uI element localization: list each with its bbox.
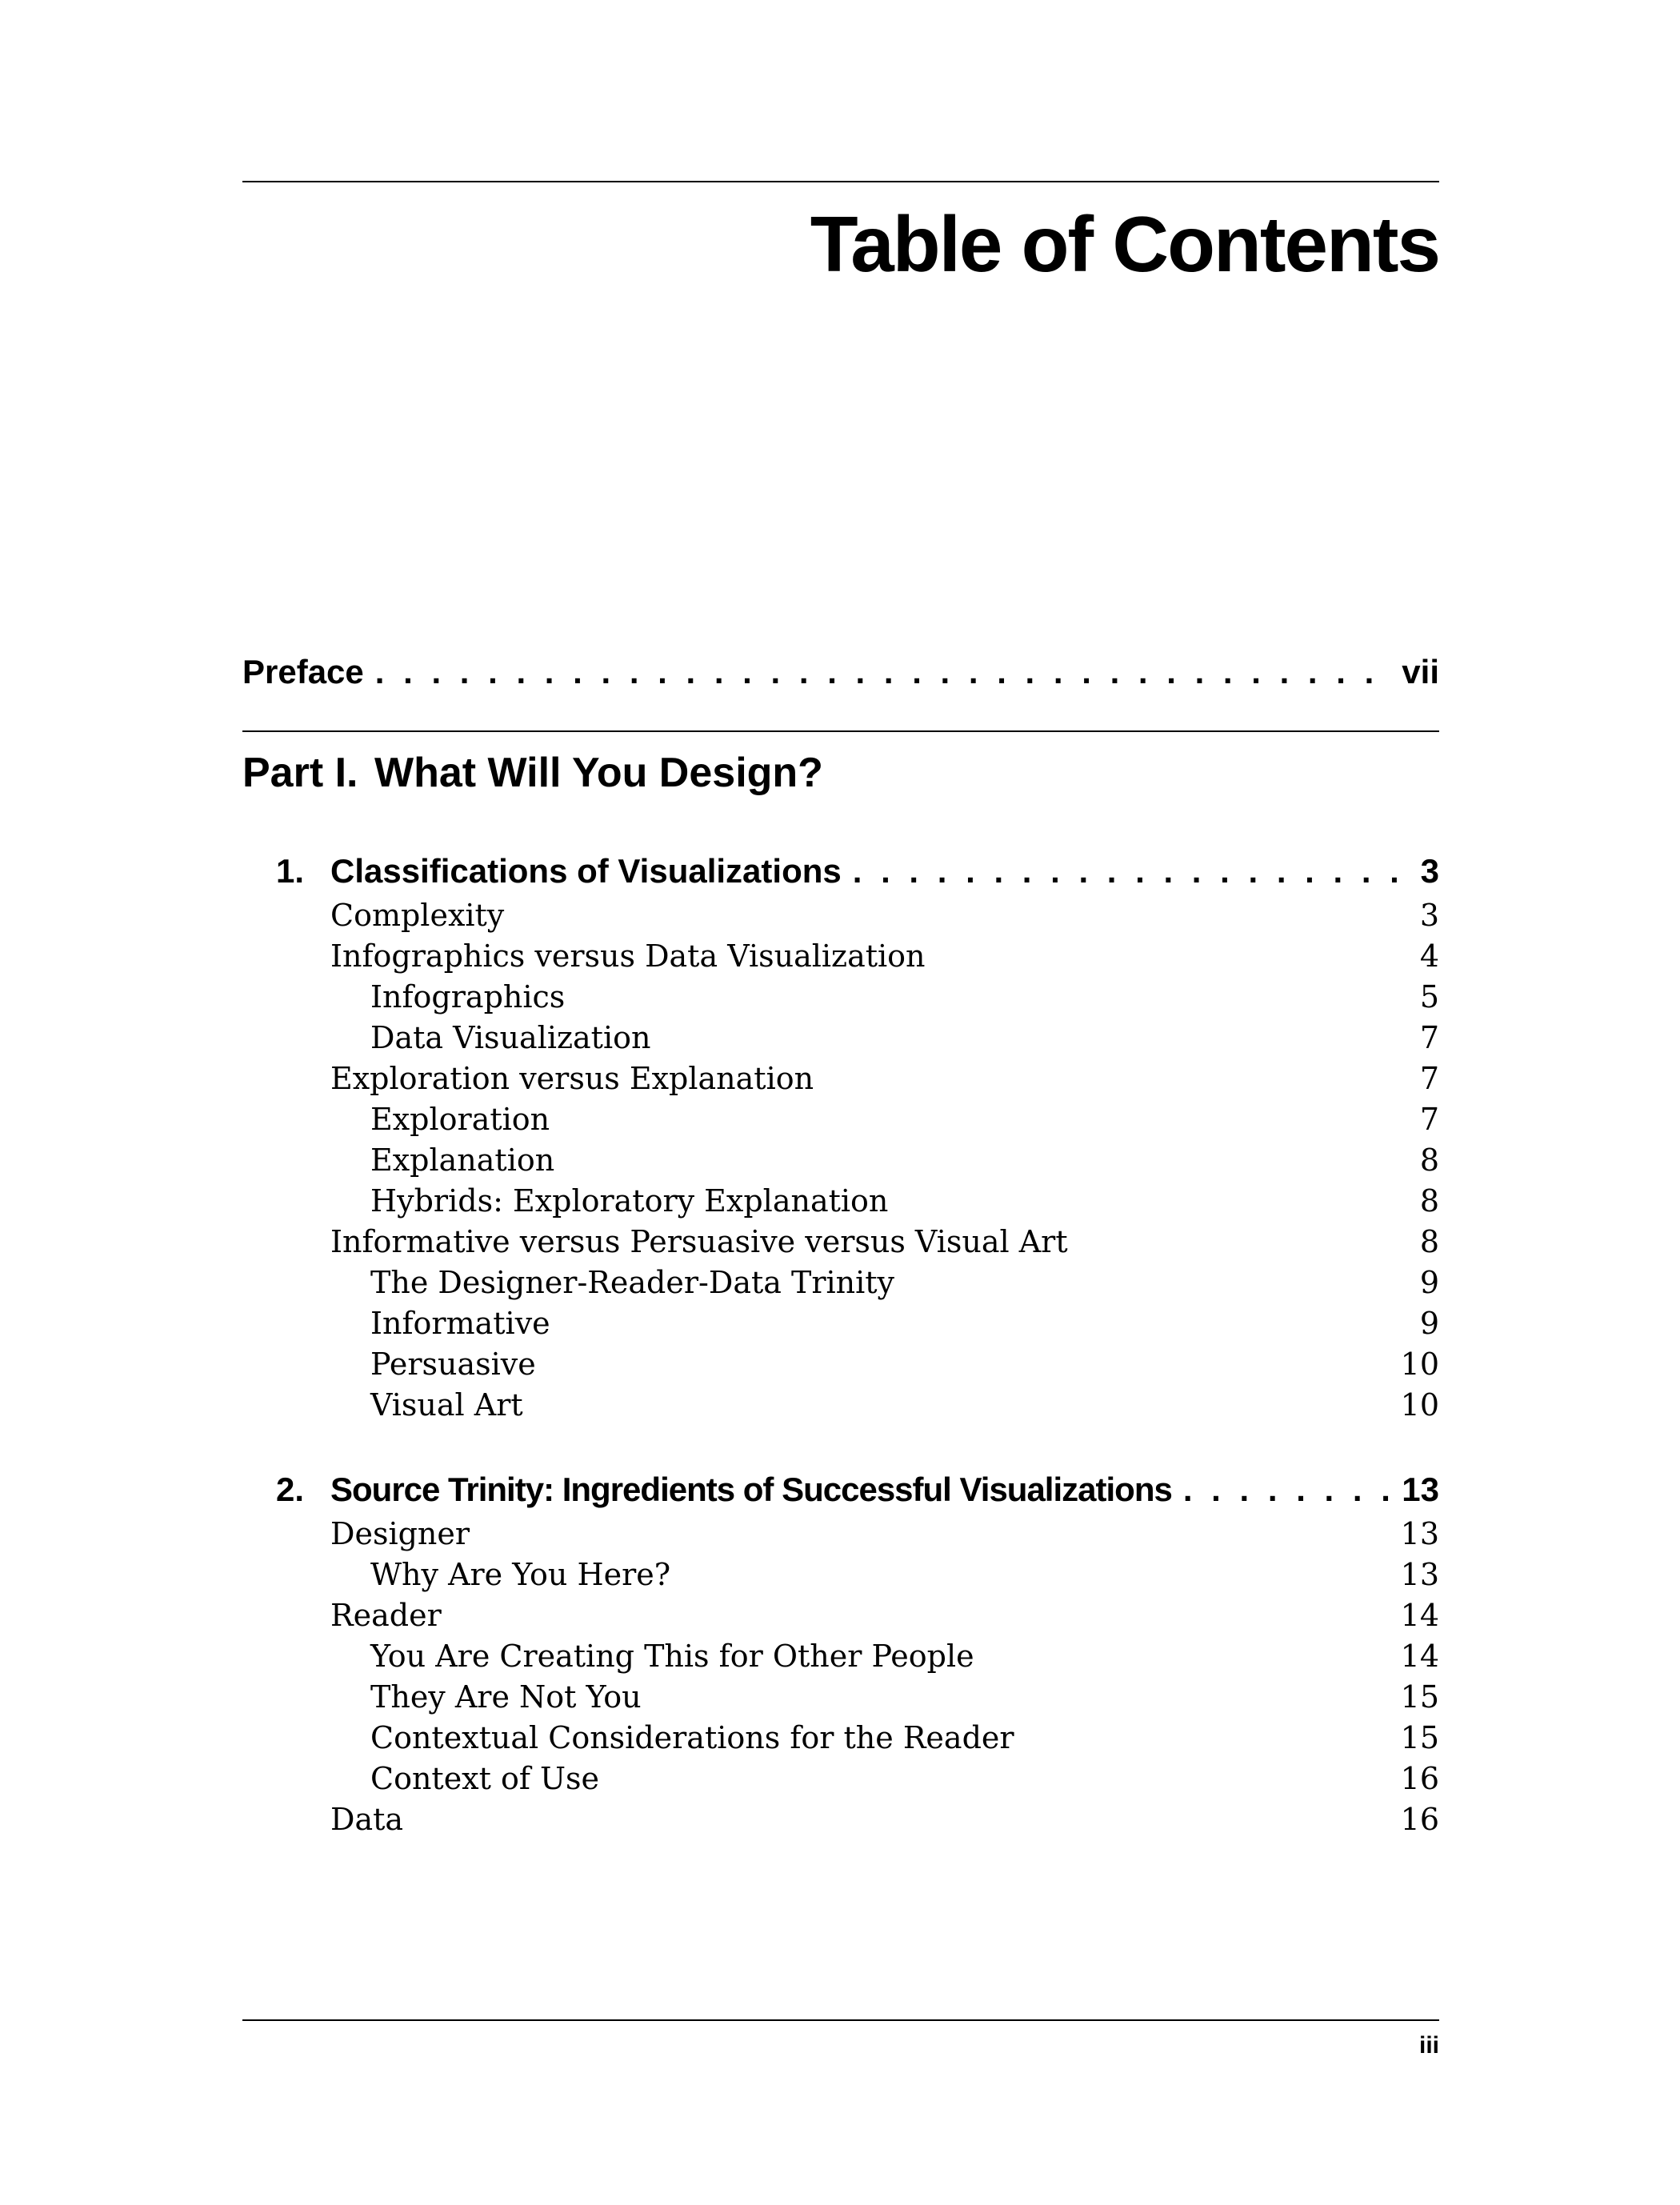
toc-entry[interactable] [242, 1513, 1439, 1554]
toc-preface-entry[interactable] [242, 650, 1439, 694]
page-number: iii [1418, 2032, 1439, 2059]
toc-entry[interactable] [242, 976, 1439, 1017]
entry-label: Data [330, 1801, 404, 1837]
chapter-title: Classifications of Visualizations [330, 852, 842, 890]
entry-label: Reader [330, 1597, 442, 1633]
chapter-page: 13 [1402, 1471, 1439, 1508]
entry-page: 7 [1419, 1060, 1439, 1096]
entry-label: You Are Creating This for Other People [370, 1638, 974, 1674]
entry-page: 13 [1400, 1556, 1439, 1592]
toc-entry[interactable] [242, 1017, 1439, 1058]
toc-entry[interactable] [242, 1799, 1439, 1839]
entry-label: Informative versus Persuasive versus Visual Art [330, 1223, 1068, 1259]
entry-label: Context of Use [370, 1760, 600, 1796]
chapter-title: Source Trinity: Ingredients of Successful Visualizations [330, 1471, 1172, 1508]
chapter-number: 2. [276, 1471, 305, 1508]
entry-page: 5 [1419, 978, 1439, 1014]
chapter-page: 3 [1420, 852, 1439, 890]
dot-leader [853, 852, 1410, 890]
part-rule [242, 730, 1439, 732]
toc-entry[interactable] [242, 1554, 1439, 1595]
part-title: What Will You Design? [374, 750, 823, 796]
entry-page: 14 [1400, 1638, 1439, 1674]
entry-label: Exploration versus Explanation [330, 1060, 814, 1096]
toc-entry[interactable] [242, 894, 1439, 935]
toc-entry[interactable] [242, 1343, 1439, 1384]
toc-entry[interactable] [242, 1180, 1439, 1221]
toc-entry[interactable] [242, 1139, 1439, 1180]
toc-entry[interactable] [242, 1595, 1439, 1635]
toc-entry[interactable] [242, 1098, 1439, 1139]
toc-entry[interactable] [242, 935, 1439, 976]
toc-entry[interactable] [242, 1058, 1439, 1098]
toc-chapter-1[interactable] [242, 849, 1439, 894]
chapter-number: 1. [276, 852, 305, 890]
entry-label: Why Are You Here? [370, 1556, 671, 1592]
dot-leader [375, 653, 1391, 691]
entry-label: Exploration [370, 1101, 550, 1137]
entry-label: Explanation [370, 1142, 555, 1178]
chapter-2-entries [242, 1513, 1439, 1839]
toc-entry[interactable] [242, 1676, 1439, 1717]
entry-label: Data Visualization [370, 1019, 651, 1055]
toc-entry[interactable] [242, 1221, 1439, 1262]
entry-label: Persuasive [370, 1346, 536, 1382]
toc-entry[interactable] [242, 1717, 1439, 1758]
entry-page: 15 [1400, 1679, 1439, 1715]
entry-page: 8 [1419, 1223, 1439, 1259]
entry-page: 7 [1419, 1101, 1439, 1137]
entry-page: 8 [1419, 1183, 1439, 1219]
entry-label: Infographics versus Data Visualization [330, 938, 926, 974]
entry-label: Visual Art [370, 1387, 523, 1423]
entry-page: 10 [1400, 1346, 1439, 1382]
entry-page: 16 [1400, 1801, 1439, 1837]
toc-entry[interactable] [242, 1635, 1439, 1676]
entry-label: Designer [330, 1515, 470, 1551]
toc-entry[interactable] [242, 1384, 1439, 1425]
entry-page: 7 [1419, 1019, 1439, 1055]
entry-page: 10 [1400, 1387, 1439, 1423]
toc-chapter-2[interactable] [242, 1467, 1439, 1512]
entry-label: They Are Not You [370, 1679, 642, 1715]
toc-entry[interactable] [242, 1303, 1439, 1343]
toc-entry[interactable] [242, 1758, 1439, 1799]
part-label: Part I. [242, 750, 358, 796]
top-rule [242, 181, 1439, 182]
entry-label: Informative [370, 1305, 550, 1341]
entry-page: 16 [1400, 1760, 1439, 1796]
chapter-1-entries [242, 894, 1439, 1425]
entry-page: 3 [1419, 897, 1439, 933]
part-heading [242, 746, 823, 800]
dot-leader [1183, 1471, 1390, 1509]
entry-page: 15 [1400, 1719, 1439, 1755]
toc-entry[interactable] [242, 1262, 1439, 1303]
entry-page: 13 [1400, 1515, 1439, 1551]
entry-page: 9 [1419, 1264, 1439, 1300]
entry-page: 8 [1419, 1142, 1439, 1178]
entry-page: 9 [1419, 1305, 1439, 1341]
footer-rule [242, 2019, 1439, 2021]
entry-page: 4 [1419, 938, 1439, 974]
entry-page: 14 [1400, 1597, 1439, 1633]
entry-label: The Designer-Reader-Data Trinity [370, 1264, 895, 1300]
preface-label: Preface [242, 653, 364, 690]
preface-page: vii [1402, 653, 1439, 690]
entry-label: Hybrids: Exploratory Explanation [370, 1183, 889, 1219]
page-title: Table of Contents [810, 200, 1439, 288]
entry-label: Infographics [370, 978, 566, 1014]
entry-label: Complexity [330, 897, 505, 933]
entry-label: Contextual Considerations for the Reader [370, 1719, 1014, 1755]
